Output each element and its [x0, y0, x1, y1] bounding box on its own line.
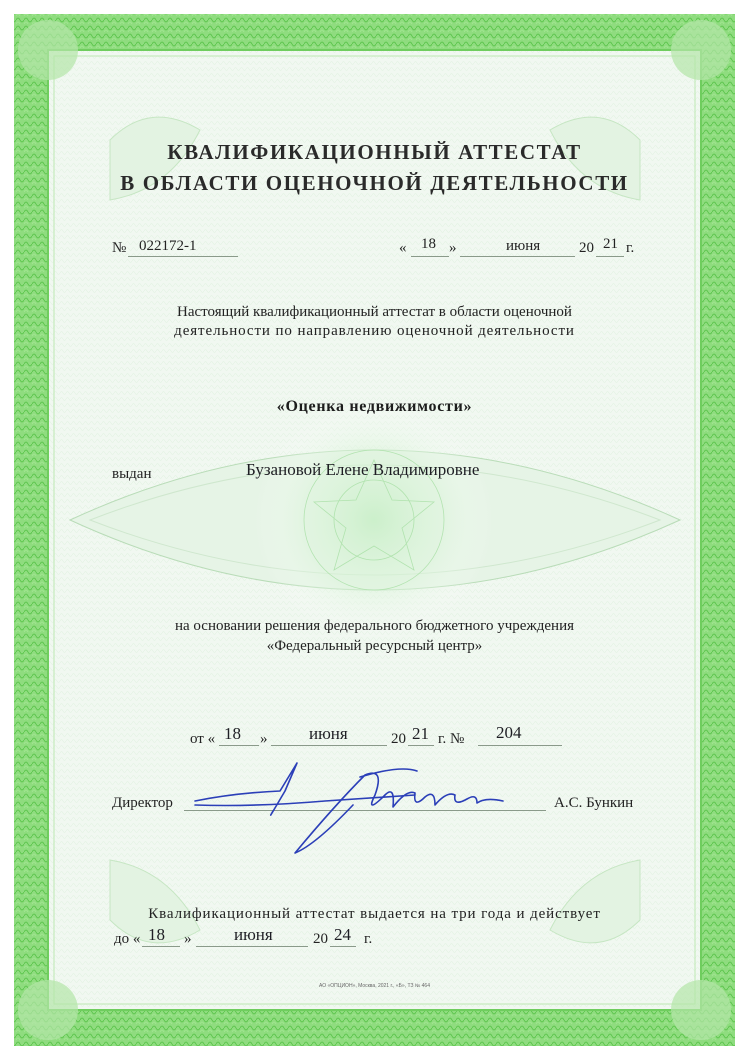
assessment-direction: «Оценка недвижимости» — [276, 398, 473, 415]
validity-line1: Квалификационный аттестат выдается на три года и действует — [148, 906, 601, 922]
number-label: № — [112, 240, 127, 256]
decision-year: 21 — [412, 724, 429, 743]
signatory-name: А.С. Бункин — [554, 795, 634, 811]
certificate-number: 022172-1 — [139, 238, 197, 254]
validity-year-prefix: 20 — [313, 931, 328, 947]
signatory-position: Директор — [112, 795, 173, 811]
decision-year-prefix: 20 — [391, 731, 406, 747]
date-year-prefix: 20 — [579, 240, 594, 256]
decision-month: июня — [309, 724, 348, 743]
director-signature — [185, 745, 525, 860]
validity-day: 18 — [148, 925, 165, 944]
validity-year-suffix: г. — [364, 931, 373, 947]
validity-year: 24 — [334, 925, 351, 944]
date-month: июня — [506, 238, 541, 254]
decision-close-quote: » — [260, 731, 268, 747]
holder-name: Бузановой Елене Владимировне — [246, 460, 480, 479]
decision-number: 204 — [496, 723, 522, 742]
printer-imprint: АО «ОПЦИОН», Москва, 2021 г., «Б», ТЗ № 464 — [319, 983, 430, 989]
basis-line1: на основании решения федерального бюджетного учреждения — [174, 618, 575, 634]
decision-number-label: г. № — [438, 731, 465, 747]
intro-line1: Настоящий квалификационный аттестат в области оценочной — [177, 304, 572, 320]
date-year-suffix: г. — [626, 240, 635, 256]
decision-from-label: от « — [190, 731, 216, 747]
certificate-title-line2: В ОБЛАСТИ ОЦЕНОЧНОЙ ДЕЯТЕЛЬНОСТИ — [120, 171, 629, 195]
date-day: 18 — [421, 236, 436, 252]
date-close-quote: » — [449, 240, 457, 256]
decision-day: 18 — [224, 724, 241, 743]
date-year: 21 — [603, 236, 618, 252]
validity-close-quote: » — [184, 931, 192, 947]
basis-line2: «Федеральный ресурсный центр» — [266, 638, 483, 654]
issued-label: выдан — [112, 466, 152, 482]
validity-until-label: до « — [114, 931, 141, 947]
intro-line2: деятельности по направлению оценочной деятельности — [174, 323, 575, 339]
validity-month: июня — [234, 925, 273, 944]
certificate-title-line1: КВАЛИФИКАЦИОННЫЙ АТТЕСТАТ — [167, 140, 582, 164]
date-open-quote: « — [399, 240, 407, 256]
